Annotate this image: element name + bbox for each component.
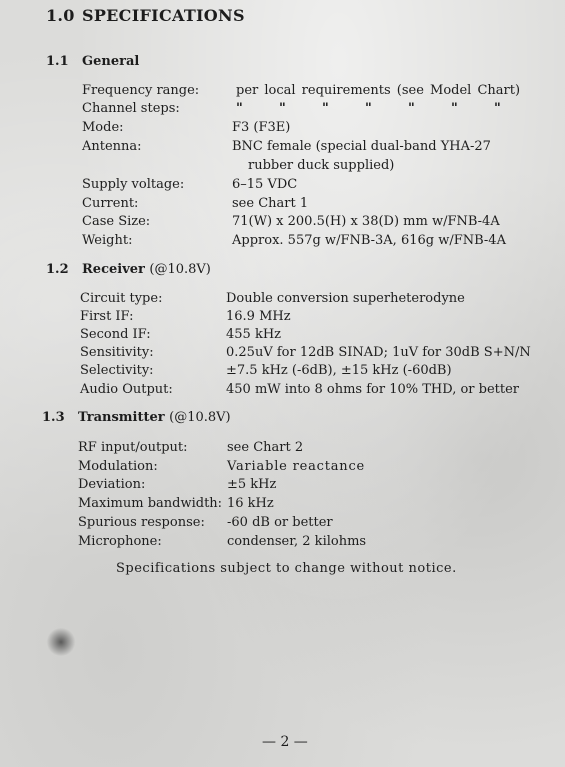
spec-value: Double conversion superheterodyne — [226, 291, 465, 306]
spec-value: condenser, 2 kilohms — [227, 534, 367, 549]
spec-label: Modulation: — [78, 459, 158, 474]
page-title — [46, 6, 245, 25]
section-transmitter-heading — [42, 410, 231, 425]
spec-label: Microphone: — [78, 534, 162, 549]
spec-value: 71(W) x 200.5(H) x 38(D) mm w/FNB-4A — [232, 214, 500, 229]
section-receiver-heading — [46, 262, 211, 277]
spec-label: Frequency range: — [82, 83, 200, 98]
spec-label: Second IF: — [80, 327, 151, 342]
spec-value: ±5 kHz — [227, 477, 277, 492]
spec-value: 0.25uV for 12dB SINAD; 1uV for 30dB S+N/N — [226, 345, 531, 360]
spec-label: Channel steps: — [82, 101, 180, 116]
page-number: — 2 — — [262, 734, 308, 750]
spec-label: Mode: — [82, 120, 124, 135]
section-number: 1.3 — [42, 410, 65, 425]
spec-value: Variable reactance — [227, 459, 366, 474]
spec-value: see Chart 2 — [227, 440, 304, 455]
section-number: 1.2 — [46, 262, 69, 277]
section-heading-text: Transmitter — [78, 410, 165, 425]
spec-value: rubber duck supplied) — [248, 158, 395, 173]
disclaimer-note: Specifications subject to change without notice. — [116, 561, 457, 576]
spec-value: see Chart 1 — [232, 196, 309, 211]
title-number: 1.0 — [46, 6, 75, 25]
spec-label: Supply voltage: — [82, 177, 185, 192]
spec-value: -60 dB or better — [227, 515, 333, 530]
ditto-mark: " — [365, 101, 372, 116]
title-text: SPECIFICATIONS — [82, 6, 245, 25]
spec-label: Circuit type: — [80, 291, 163, 306]
section-general-heading — [46, 54, 139, 69]
spec-label: Sensitivity: — [80, 345, 154, 360]
ditto-marks — [236, 101, 537, 116]
spec-value: per local requirements (see Model Chart) — [236, 83, 521, 98]
spec-value: 450 mW into 8 ohms for 10% THD, or better — [226, 382, 520, 397]
spec-value: 6–15 VDC — [232, 177, 298, 192]
spec-value: BNC female (special dual-band YHA-27 — [232, 139, 491, 154]
spec-value: 16 kHz — [227, 496, 274, 511]
section-heading-text: General — [82, 54, 140, 69]
spec-label: Antenna: — [82, 139, 142, 154]
spec-label: Spurious response: — [78, 515, 205, 530]
ink-stain — [46, 628, 76, 656]
section-heading-sub: (@10.8V) — [169, 410, 231, 425]
section-heading-text: Receiver — [82, 262, 145, 277]
spec-label: First IF: — [80, 309, 134, 324]
spec-label: Current: — [82, 196, 139, 211]
spec-label: Maximum bandwidth: — [78, 496, 223, 511]
spec-value: 455 kHz — [226, 327, 282, 342]
spec-value: ±7.5 kHz (-6dB), ±15 kHz (-60dB) — [226, 363, 452, 378]
spec-label: RF input/output: — [78, 440, 188, 455]
spec-label: Audio Output: — [80, 382, 173, 397]
section-number: 1.1 — [46, 54, 69, 69]
spec-label: Selectivity: — [80, 363, 154, 378]
ditto-mark: " — [279, 101, 286, 116]
spec-value: Approx. 557g w/FNB-3A, 616g w/FNB-4A — [232, 233, 506, 248]
section-heading-sub: (@10.8V) — [149, 262, 211, 277]
spec-label: Deviation: — [78, 477, 146, 492]
spec-value: F3 (F3E) — [232, 120, 291, 135]
ditto-mark: " — [236, 101, 243, 116]
spec-label: Case Size: — [82, 214, 151, 229]
ditto-mark: " — [494, 101, 501, 116]
ditto-mark: " — [408, 101, 415, 116]
ditto-mark: " — [451, 101, 458, 116]
spec-label: Weight: — [82, 233, 133, 248]
spec-value: 16.9 MHz — [226, 309, 291, 324]
ditto-mark: " — [322, 101, 329, 116]
